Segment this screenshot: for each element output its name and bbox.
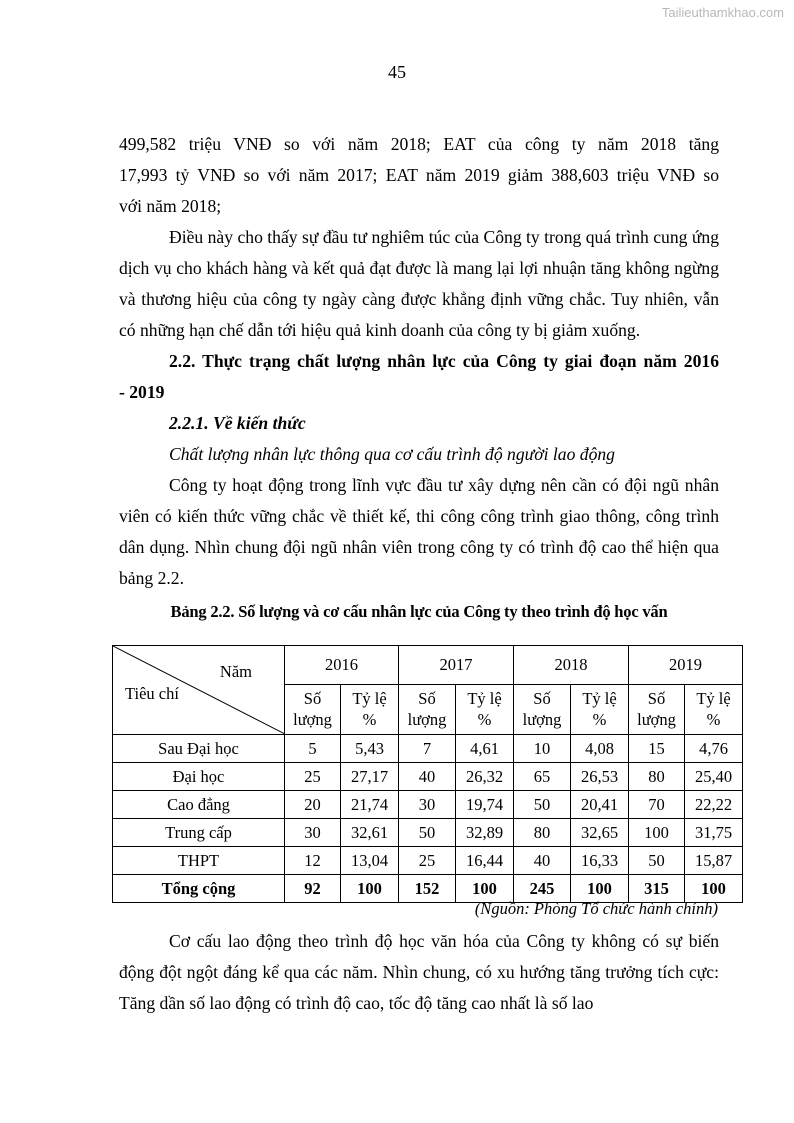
percent-cell: 13,04 xyxy=(341,847,399,875)
count-cell: 152 xyxy=(399,875,456,903)
table-corner-cell xyxy=(113,646,285,735)
paragraph: Công ty hoạt động trong lĩnh vực đầu tư xây dựng nên cần có đội ngũ nhân viên có kiến thức vững chắc về thiết kế, thi công công trình giao thông, công trình dân dụng. Nhìn chung đội ngũ nhân viên trong công ty có trình độ cao thể hiện qua bảng 2.2. xyxy=(119,475,719,588)
paragraph-line: 499,582 triệu VNĐ so với năm 2018; EAT của công ty năm 2018 tăng xyxy=(119,134,719,154)
paragraph: Điều này cho thấy sự đầu tư nghiêm túc của Công ty trong quá trình cung ứng dịch vụ cho khách hàng và kết quả đạt được là mang lại lợi nhuận tăng không ngừng và thương hiệu của công ty ngày càng được khẳng định vững chắc. Tuy nhiên, vẫn có những hạn chế dẫn tới hiệu quả kinh doanh của công ty bị giảm xuống. xyxy=(119,227,719,340)
percent-cell: 26,53 xyxy=(571,763,629,791)
count-cell: 70 xyxy=(629,791,685,819)
percent-header: Tỷ lệ % xyxy=(456,684,514,734)
section-heading-cont: - 2019 xyxy=(119,382,165,402)
year-header: 2018 xyxy=(514,646,629,685)
italic-subheading: Chất lượng nhân lực thông qua cơ cấu trình độ người lao động xyxy=(169,444,615,464)
percent-cell: 32,89 xyxy=(456,819,514,847)
percent-header: Tỷ lệ % xyxy=(341,684,399,734)
percent-cell: 4,61 xyxy=(456,735,514,763)
table-row xyxy=(113,819,743,847)
count-cell: 7 xyxy=(399,735,456,763)
count-cell: 40 xyxy=(399,763,456,791)
table-row xyxy=(113,763,743,791)
corner-year-label: Năm xyxy=(219,662,252,681)
percent-cell: 100 xyxy=(341,875,399,903)
table-caption: Bảng 2.2. Số lượng và cơ cấu nhân lực của Công ty theo trình độ học vấn xyxy=(170,602,668,621)
percent-cell: 31,75 xyxy=(685,819,743,847)
count-cell: 92 xyxy=(285,875,341,903)
percent-cell: 4,76 xyxy=(685,735,743,763)
percent-cell: 4,08 xyxy=(571,735,629,763)
subsection-heading: 2.2.1. Về kiến thức xyxy=(169,413,306,433)
percent-cell: 16,44 xyxy=(456,847,514,875)
count-cell: 10 xyxy=(514,735,571,763)
percent-cell: 20,41 xyxy=(571,791,629,819)
table-row xyxy=(113,847,743,875)
page-number: 45 xyxy=(388,62,406,82)
percent-cell: 22,22 xyxy=(685,791,743,819)
count-cell: 40 xyxy=(514,847,571,875)
percent-cell: 21,74 xyxy=(341,791,399,819)
percent-cell: 19,74 xyxy=(456,791,514,819)
percent-cell: 15,87 xyxy=(685,847,743,875)
percent-cell: 26,32 xyxy=(456,763,514,791)
row-label: THPT xyxy=(113,847,285,875)
percent-cell: 32,65 xyxy=(571,819,629,847)
year-header: 2017 xyxy=(399,646,514,685)
count-cell: 50 xyxy=(399,819,456,847)
percent-cell: 100 xyxy=(571,875,629,903)
percent-cell: 16,33 xyxy=(571,847,629,875)
row-label: Sau Đại học xyxy=(113,735,285,763)
percent-cell: 100 xyxy=(456,875,514,903)
row-label: Trung cấp xyxy=(113,819,285,847)
count-cell: 25 xyxy=(285,763,341,791)
percent-cell: 25,40 xyxy=(685,763,743,791)
body-text-bottom xyxy=(119,926,719,1019)
row-label: Cao đẳng xyxy=(113,791,285,819)
table-row xyxy=(113,791,743,819)
row-label: Đại học xyxy=(113,763,285,791)
count-cell: 315 xyxy=(629,875,685,903)
row-label: Tổng cộng xyxy=(113,875,285,903)
section-heading: 2.2. Thực trạng chất lượng nhân lực của Công ty giai đoạn năm 2016 xyxy=(169,351,719,371)
percent-cell: 5,43 xyxy=(341,735,399,763)
paragraph-line: 17,993 tỷ VNĐ so với năm 2017; EAT năm 2019 giảm 388,603 triệu VNĐ so xyxy=(119,165,719,185)
count-cell: 80 xyxy=(629,763,685,791)
count-cell: 15 xyxy=(629,735,685,763)
paragraph-line: với năm 2018; xyxy=(119,196,222,216)
count-header: Số lượng xyxy=(514,684,571,734)
percent-cell: 100 xyxy=(685,875,743,903)
education-table xyxy=(112,645,743,903)
table-source: (Nguồn: Phòng Tổ chức hành chính) xyxy=(474,899,718,918)
count-cell: 65 xyxy=(514,763,571,791)
corner-criteria-label: Tiêu chí xyxy=(125,684,179,703)
count-header: Số lượng xyxy=(285,684,341,734)
percent-cell: 27,17 xyxy=(341,763,399,791)
table-row xyxy=(113,735,743,763)
count-header: Số lượng xyxy=(629,684,685,734)
count-cell: 12 xyxy=(285,847,341,875)
count-cell: 100 xyxy=(629,819,685,847)
count-cell: 30 xyxy=(285,819,341,847)
count-cell: 30 xyxy=(399,791,456,819)
percent-cell: 32,61 xyxy=(341,819,399,847)
year-header: 2016 xyxy=(285,646,399,685)
count-cell: 245 xyxy=(514,875,571,903)
body-text-top xyxy=(119,129,719,630)
watermark: Tailieuthamkhao.com xyxy=(661,5,784,20)
paragraph: Cơ cấu lao động theo trình độ học văn hóa của Công ty không có sự biến động đột ngột đáng kể qua các năm. Nhìn chung, có xu hướng tăng trưởng tích cực: Tăng dần số lao động có trình độ cao, tốc độ tăng cao nhất là số lao xyxy=(119,931,719,1013)
count-cell: 5 xyxy=(285,735,341,763)
count-cell: 25 xyxy=(399,847,456,875)
count-cell: 50 xyxy=(629,847,685,875)
count-header: Số lượng xyxy=(399,684,456,734)
percent-header: Tỷ lệ % xyxy=(571,684,629,734)
count-cell: 20 xyxy=(285,791,341,819)
percent-header: Tỷ lệ % xyxy=(685,684,743,734)
count-cell: 50 xyxy=(514,791,571,819)
year-header: 2019 xyxy=(629,646,743,685)
count-cell: 80 xyxy=(514,819,571,847)
